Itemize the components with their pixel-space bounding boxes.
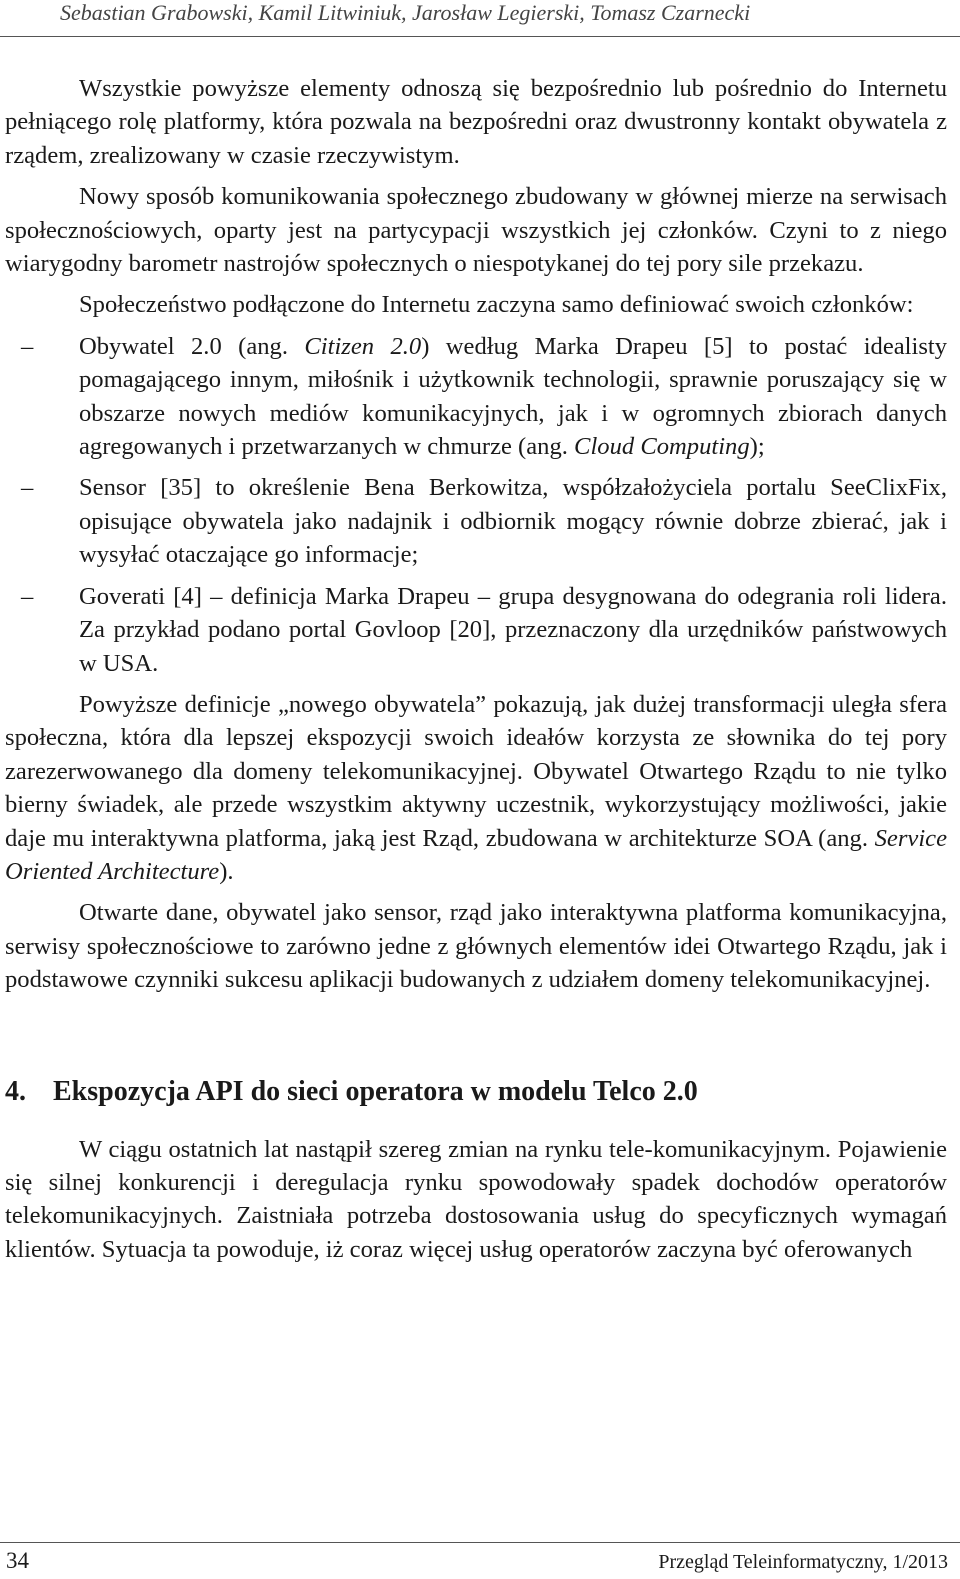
running-header — [0, 0, 960, 37]
paragraph-internet-platform: Wszystkie powyższe elementy odnoszą się bezpośrednio lub pośrednio do Internetu pełniącego rolę platformy, która pozwala na bezpośredni oraz dwustronny kontakt obywatela z rządem, zrealizowany w czasie rzeczywistym. — [5, 75, 947, 169]
list-item-sensor — [5, 471, 947, 571]
paragraph-text: ). — [219, 857, 234, 885]
list-item-text: ) według Marka Drapeu [5] to postać idealisty pomagającego innym, miłośnik i użytkownik technologii, sprawnie poruszający się w obszarze nowych mediów komunikacyjnych, jak i w ogromnych zbiorach danych agregowanych i przetwarzanych w chmurze (ang. — [79, 332, 948, 461]
body-text — [5, 72, 947, 1274]
paragraph-open-data: Otwarte dane, obywatel jako sensor, rząd jako interaktywna platforma komunikacyjna, serwisy społecznościowe to zarówno jedne z głównych elementów idei Otwartego Rządu, jak i podstawowe czynniki sukcesu aplikacji budowanych z udziałem domeny telekomunikacyjnej. — [5, 899, 947, 994]
list-item-goverati — [5, 580, 947, 680]
list-item-text: Obywatel 2.0 (ang. — [79, 332, 305, 360]
section-number: 4. — [5, 1075, 26, 1107]
paragraph-society-defines: Społeczeństwo podłączone do Internetu zaczyna samo definiować swoich członków: — [79, 291, 914, 319]
paragraph-social-communication: Nowy sposób komunikowania społecznego zbudowany w głównej mierze na serwisach społecznościowych, oparty jest na partycypacji wszystkich jej członków. Czyni to z niego wiarygodny barometr nastrojów społecznych o niespotykanej do tej pory sile przekazu. — [5, 183, 947, 278]
list-item-text: ); — [749, 433, 765, 461]
dash-bullet: – — [21, 474, 34, 502]
definition-list — [5, 330, 947, 680]
paragraph-term: Service Oriented Architecture — [5, 824, 947, 885]
journal-name: Przegląd Teleinformatyczny, 1/2013 — [658, 1551, 948, 1573]
dash-bullet: – — [21, 332, 34, 360]
running-footer — [0, 1542, 960, 1579]
author-line: Sebastian Grabowski, Kamil Litwiniuk, Jarosław Legierski, Tomasz Czarnecki — [60, 0, 751, 25]
paragraph-text: Powyższe definicje „nowego obywatela” pokazują, jak dużej transformacji uległa sfera społeczna, która dla lepszej ekspozycji swoich ideałów korzysta ze słownika do tej pory zarezerwowanego dla domeny telekomunikacyjnej. Obywatel Otwartego Rządu to nie tylko bierny świadek, ale przede wszystkim aktywny uczestnik, wykorzystujący możliwości, jakie daje mu interaktywna platforma, jaką jest Rząd, zbudowana w architekturze SOA (ang. — [5, 690, 947, 852]
list-item-citizen-2-0 — [5, 330, 947, 464]
dash-bullet: – — [21, 582, 34, 610]
list-item-term: Cloud Computing — [574, 433, 750, 461]
list-item-term: Citizen 2.0 — [304, 332, 422, 360]
section-heading — [5, 1075, 947, 1109]
paragraph-new-citizen-definitions — [5, 688, 947, 888]
section-title: Ekspozycja API do sieci operatora w modelu Telco 2.0 — [53, 1075, 698, 1107]
list-item-text: Sensor [35] to określenie Bena Berkowitza, współzałożyciela portalu SeeClixFix, opisujące obywatela jako nadajnik i odbiornik mogący równie dobrze zbierać, jak i wysyłać otaczające go informacje; — [79, 474, 947, 569]
list-item-text: Goverati [4] – definicja Marka Drapeu – grupa desygnowana do odegrania roli lidera. Za przykład podano portal Govloop [20], przeznaczony dla urzędników państwowych w USA. — [79, 582, 947, 677]
paragraph-telecom-market: W ciągu ostatnich lat nastąpił szereg zmian na rynku tele-komunikacyjnym. Pojawienie się silnej konkurencji i deregulacja rynku spowodowały spadek dochodów operatorów telekomunikacyjnych. Zaistniała potrzeba dostosowania usług do specyficznych wymagań klientów. Sytuacja ta powoduje, iż coraz więcej usług operatorów zaczyna być oferowanych — [5, 1135, 947, 1263]
page-number: 34 — [6, 1548, 29, 1573]
